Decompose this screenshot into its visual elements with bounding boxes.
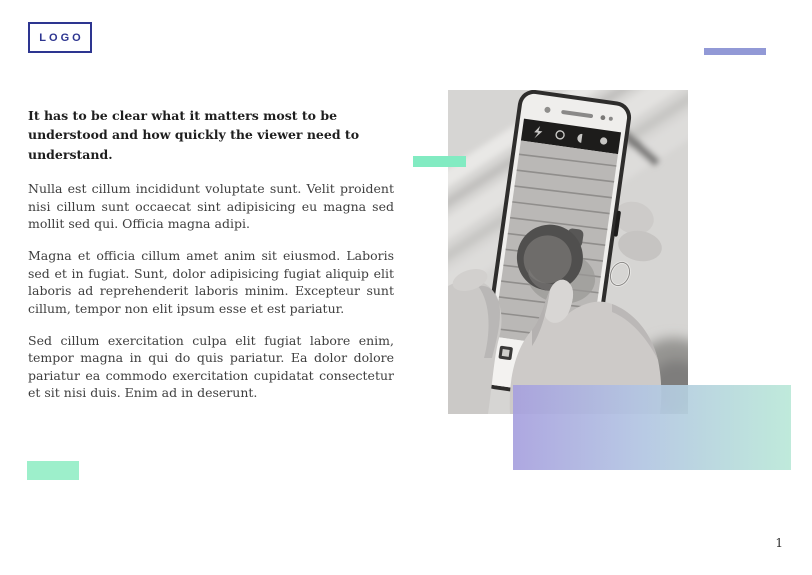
paragraph-2: Magna et officia cillum amet anim sit eiusmod. Laboris sed et in fugiat. Sunt, dolor adipisicing fugiat aliquip elit laboris ad reprehenderit laboris minim. Excepteur sunt cillum, tempor non elit ipsum esse et est pariatur. — [28, 248, 394, 316]
decor-mint-bar-top — [413, 156, 466, 167]
decor-gradient-rect — [513, 385, 791, 470]
paragraph-3: Sed cillum exercitation culpa elit fugiat labore enim, tempor magna in qui do quis pariatur. Ea dolor dolore pariatur ea commodo exercitation cupidatat consectetur et sit nisi duis. Enim ad in deserunt. — [28, 332, 394, 401]
logo-text: LOGO — [39, 31, 84, 44]
page-number: 1 — [775, 536, 783, 550]
logo — [28, 22, 92, 53]
paragraph-1: Nulla est cillum incididunt voluptate sunt. Velit proident nisi cillum sunt occaecat sint adipisicing eu magna sed mollit sed qui. Officia magna adipi. — [28, 181, 394, 231]
text-column — [28, 106, 394, 417]
heading: It has to be clear what it matters most to be understood and how quickly the viewer need to understand. — [28, 108, 360, 162]
decor-mint-bar-bottom — [27, 461, 79, 480]
decor-lavender-bar — [704, 48, 766, 55]
photo-hands-holding-phone — [448, 90, 688, 414]
